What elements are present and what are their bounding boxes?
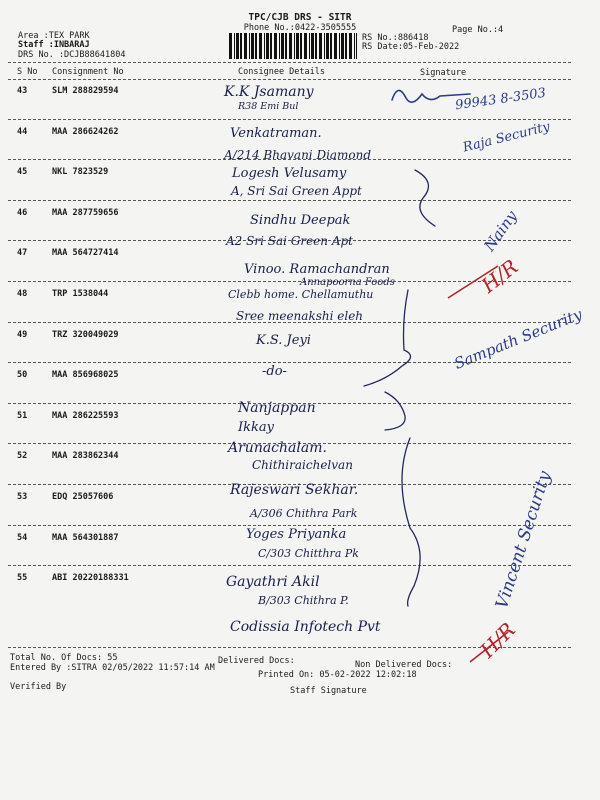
col-consignee: Consignee Details xyxy=(238,67,325,77)
hw-45-addr: A, Sri Sai Green Appt xyxy=(231,184,362,198)
hw-44-addr: A/214 Bhavani Diamond xyxy=(224,148,372,162)
row-divider xyxy=(8,565,571,566)
hw-44-name: Venkatraman. xyxy=(230,126,322,141)
column-rule xyxy=(8,79,571,80)
hw-45-name: Logesh Velusamy xyxy=(232,166,347,181)
hw-51-addr: Chithiraichelvan xyxy=(252,458,353,472)
hw-54-addr: B/303 Chithra P. xyxy=(258,594,349,607)
hw-50-name: Nanjappan xyxy=(238,400,316,416)
row-serial-number: 53 xyxy=(17,492,28,502)
page-number: Page No.:4 xyxy=(452,25,504,35)
hw-49-name: K.S. Jeyi xyxy=(256,333,311,348)
hw-48-line2: Sree meenakshi eleh xyxy=(236,309,364,323)
footer-rule xyxy=(8,647,571,648)
phone-number: Phone No.:0422-3505555 xyxy=(243,23,357,33)
col-consignment: Consignment No xyxy=(52,67,124,77)
row-consignment-number: MAA 286624262 xyxy=(52,126,119,137)
header-rule xyxy=(8,62,571,63)
hw-53-name: Yoges Priyanka xyxy=(246,527,347,542)
verified-by: Verified By xyxy=(10,682,67,692)
hw-47-company: Annapoorna Foods xyxy=(300,277,395,288)
row-serial-number: 50 xyxy=(17,370,28,381)
row-consignment-number: MAA 856968025 xyxy=(52,370,119,381)
hw-50-addr: Ikkay xyxy=(238,420,274,435)
row-consignment-number: MAA 564727414 xyxy=(52,248,119,259)
sig-vincent: Vincent Security xyxy=(492,468,556,612)
row-consignment-number: ABI 20220188331 xyxy=(52,573,129,584)
hw-52-addr: A/306 Chithra Park xyxy=(250,507,358,520)
row-serial-number: 47 xyxy=(17,248,28,259)
delivered-docs: Delivered Docs: xyxy=(218,656,295,666)
row-serial-number: 51 xyxy=(17,410,28,421)
area-label: Area :TEX PARK xyxy=(18,31,90,41)
row-consignment-number: SLM 288829594 xyxy=(52,86,119,96)
row-serial-number: 48 xyxy=(17,289,28,299)
hw-46-addr: A2 Sri Sai Green Apt xyxy=(226,234,353,248)
barcode-icon xyxy=(229,33,357,59)
hw-52-name: Rajeswari Sekhar. xyxy=(230,482,359,498)
hw-47-name: Vinoo. Ramachandran xyxy=(244,262,390,277)
col-signature: Signature xyxy=(420,68,467,78)
sig-phone: 99943 8-3503 xyxy=(454,85,547,114)
hw-53-addr: C/303 Chitthra Pk xyxy=(258,547,359,560)
row-consignment-number: NKL 7823529 xyxy=(52,167,109,178)
hw-55-name: Codissia Infotech Pvt xyxy=(230,619,381,635)
row-consignment-number: TRP 1538044 xyxy=(52,289,109,299)
non-delivered-docs: Non Delivered Docs: xyxy=(355,660,453,670)
rs-number: RS No.:886418 xyxy=(362,33,429,43)
row-consignment-number: MAA 564301887 xyxy=(52,532,119,543)
printed-on: Printed On: 05-02-2022 12:02:18 xyxy=(258,670,417,680)
hw-48-line1: Clebb home. Chellamuthu xyxy=(228,288,374,301)
row-consignment-number: TRZ 320049029 xyxy=(52,329,119,340)
row-serial-number: 45 xyxy=(17,167,28,178)
row-serial-number: 54 xyxy=(17,532,28,543)
hw-51-name: Arunachalam. xyxy=(228,440,327,456)
row-consignment-number: MAA 283862344 xyxy=(52,451,119,462)
hw-54-name: Gayathri Akil xyxy=(226,574,320,590)
drs-number: DRS No. :DCJB88641804 xyxy=(18,50,126,60)
staff-label: Staff :INBARAJ xyxy=(18,40,90,50)
hw-46-name: Sindhu Deepak xyxy=(250,213,351,228)
row-serial-number: 46 xyxy=(17,207,28,218)
row-serial-number: 44 xyxy=(17,126,28,137)
row-consignment-number: EDQ 25057606 xyxy=(52,492,114,502)
row-serial-number: 55 xyxy=(17,573,28,584)
row-divider xyxy=(8,525,571,526)
sig-hr-2: H/R xyxy=(475,617,520,663)
col-sno: S No xyxy=(17,67,38,77)
row-serial-number: 49 xyxy=(17,329,28,340)
row-consignment-number: MAA 287759656 xyxy=(52,207,119,218)
hw-43-name: K.K Jsamany xyxy=(224,84,314,100)
row-divider xyxy=(8,200,571,201)
rs-date: RS Date:05-Feb-2022 xyxy=(362,42,460,52)
staff-signature: Staff Signature xyxy=(290,686,367,696)
sig-sampath: Sampath Security xyxy=(451,305,585,373)
entered-by: Entered By :SITRA 02/05/2022 11:57:14 AM xyxy=(10,663,215,673)
row-consignment-number: MAA 286225593 xyxy=(52,410,119,421)
sheet-title: TPC/CJB DRS - SITR xyxy=(248,12,352,23)
sig-raja: Raja Security xyxy=(461,119,552,156)
hw-49-ditto: -do- xyxy=(262,364,287,379)
sig-hr-1: H/R xyxy=(476,254,523,298)
sig-nainy: Nainy xyxy=(480,207,521,255)
row-serial-number: 52 xyxy=(17,451,28,462)
row-serial-number: 43 xyxy=(17,86,28,96)
hw-43-addr: R38 Emi Bul xyxy=(238,101,299,112)
total-docs: Total No. Of Docs: 55 xyxy=(10,653,118,663)
row-divider xyxy=(8,362,571,363)
row-divider xyxy=(8,119,571,120)
